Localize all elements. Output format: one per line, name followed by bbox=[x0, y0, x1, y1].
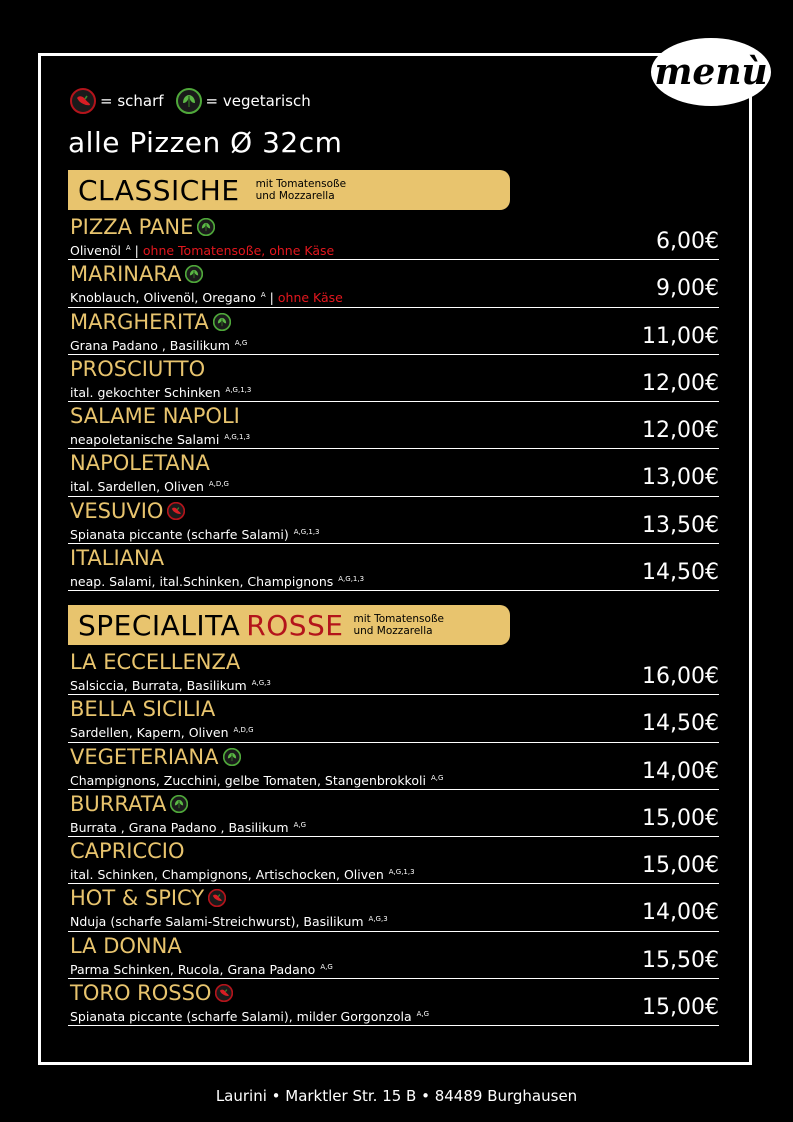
item-description-text: neap. Salami, ital.Schinken, Champignons bbox=[70, 574, 334, 590]
item-description bbox=[70, 525, 320, 542]
item-price: 15,50€ bbox=[642, 947, 719, 973]
section-items-classiche bbox=[68, 213, 719, 591]
menu-item bbox=[68, 979, 719, 1026]
item-price: 12,00€ bbox=[642, 370, 719, 396]
item-price: 6,00€ bbox=[656, 229, 719, 254]
item-price: 12,00€ bbox=[642, 418, 719, 444]
item-description-text: Parma Schinken, Rucola, Grana Padano bbox=[70, 961, 316, 977]
item-description bbox=[70, 676, 271, 693]
menu-item bbox=[68, 260, 719, 307]
item-description: Olivenöl $^A$ | ohne Tomatensoße, ohne Käse bbox=[70, 243, 335, 258]
chili-icon bbox=[167, 502, 185, 520]
item-description bbox=[70, 771, 443, 788]
allergen-codes: A,G,1,3 bbox=[338, 575, 365, 584]
item-price: 13,00€ bbox=[642, 465, 719, 491]
allergen-codes: A,G bbox=[416, 1010, 430, 1019]
item-name bbox=[70, 792, 188, 816]
item-price: 14,50€ bbox=[642, 711, 719, 737]
menu-item bbox=[68, 449, 719, 496]
allergen-codes: A,G bbox=[293, 820, 307, 829]
allergen-codes: A,G bbox=[430, 773, 444, 782]
item-description bbox=[70, 1007, 429, 1024]
allergen-codes: A,D,G bbox=[208, 480, 229, 489]
item-price: 13,50€ bbox=[642, 512, 719, 538]
menu-item bbox=[68, 308, 719, 355]
item-name bbox=[70, 215, 215, 239]
item-name-text: PIZZA PANE bbox=[70, 215, 194, 239]
menu-item bbox=[68, 932, 719, 979]
item-name bbox=[70, 546, 164, 570]
section-header-classiche bbox=[68, 170, 510, 210]
chili-icon bbox=[208, 889, 226, 907]
item-description bbox=[70, 960, 333, 977]
legend bbox=[70, 88, 323, 114]
menu-item bbox=[68, 837, 719, 884]
menu-item bbox=[68, 497, 719, 544]
menu-item bbox=[68, 355, 719, 402]
allergen-codes: A,D,G bbox=[233, 726, 254, 735]
item-name-text: VEGETERIANA bbox=[70, 744, 219, 769]
item-description-text: Spianata piccante (scharfe Salami), milder Gorgonzola bbox=[70, 1009, 412, 1025]
pizza-size-title: alle Pizzen Ø 32cm bbox=[68, 126, 343, 159]
menu-item bbox=[68, 213, 719, 260]
veg-icon bbox=[197, 218, 215, 236]
item-name-text: PROSCIUTTO bbox=[70, 356, 206, 381]
item-name bbox=[70, 981, 233, 1005]
item-name-text: MARINARA bbox=[70, 262, 182, 287]
item-description bbox=[70, 572, 364, 589]
menu-item bbox=[68, 884, 719, 931]
item-name-text: MARGHERITA bbox=[70, 309, 209, 334]
section-note: mit Tomatensoße und Mozzarella bbox=[255, 178, 347, 202]
legend-veg-label: = vegetarisch bbox=[205, 92, 311, 110]
allergen-codes: A,G bbox=[234, 338, 248, 347]
veg-icon bbox=[176, 88, 202, 114]
item-name bbox=[70, 262, 203, 286]
item-description-text: ital. Schinken, Champignons, Artischocken, Oliven bbox=[70, 867, 384, 883]
item-name-text: VESUVIO bbox=[70, 498, 164, 523]
veg-icon bbox=[213, 313, 231, 331]
item-description bbox=[70, 912, 388, 929]
item-name-text: NAPOLETANA bbox=[70, 451, 210, 476]
allergen-codes: A,G bbox=[320, 962, 333, 971]
item-description: Knoblauch, Olivenöl, Oregano $^A$ | ohne Käse bbox=[70, 290, 343, 306]
allergen-codes: A,G,1,3 bbox=[293, 527, 320, 536]
item-name-text: BURRATA bbox=[70, 791, 167, 816]
item-description bbox=[70, 430, 250, 447]
menu-item bbox=[68, 544, 719, 591]
menu-item bbox=[68, 695, 719, 742]
allergen-codes: A bbox=[125, 244, 131, 252]
legend-spicy-label: = scharf bbox=[100, 92, 164, 110]
item-name-text: LA DONNA bbox=[70, 933, 182, 958]
item-price: 15,00€ bbox=[642, 995, 719, 1021]
allergen-codes: A,G,1,3 bbox=[225, 385, 252, 394]
item-description-text: Spianata piccante (scharfe Salami) bbox=[70, 526, 289, 542]
menu-item bbox=[68, 743, 719, 790]
item-name bbox=[70, 839, 185, 863]
item-description-text: Sardellen, Kapern, Oliven bbox=[70, 725, 229, 741]
item-price: 9,00€ bbox=[656, 276, 719, 302]
item-price: 14,50€ bbox=[642, 560, 719, 586]
veg-icon bbox=[170, 795, 188, 813]
section-items-specialita-rosse bbox=[68, 648, 719, 1026]
chili-icon bbox=[215, 984, 233, 1002]
section-title: SPECIALITA ROSSE bbox=[78, 608, 344, 642]
allergen-codes: A,G,3 bbox=[251, 679, 271, 687]
item-description-text: Champignons, Zucchini, gelbe Tomaten, Stangenbrokkoli bbox=[70, 772, 426, 788]
item-description-text: Salsiccia, Burrata, Basilikum bbox=[70, 678, 247, 693]
item-name-text: LA ECCELLENZA bbox=[70, 650, 241, 674]
item-price: 16,00€ bbox=[642, 664, 719, 689]
menu-item bbox=[68, 648, 719, 695]
item-description-text: ital. Sardellen, Oliven bbox=[70, 479, 204, 495]
item-description-text: Burrata , Grana Padano , Basilikum bbox=[70, 819, 289, 835]
item-price: 14,00€ bbox=[642, 900, 719, 926]
item-description-text: Olivenöl bbox=[70, 243, 121, 258]
chili-icon bbox=[70, 88, 96, 114]
item-name bbox=[70, 451, 210, 475]
item-name bbox=[70, 650, 240, 674]
allergen-codes: A,G,1,3 bbox=[224, 433, 251, 442]
item-name-text: ITALIANA bbox=[70, 546, 165, 571]
item-note: ohne Tomatensoße, ohne Käse bbox=[142, 243, 335, 258]
item-name bbox=[70, 310, 231, 334]
item-name bbox=[70, 404, 240, 428]
item-note: ohne Käse bbox=[277, 290, 343, 306]
allergen-codes: A bbox=[260, 291, 266, 300]
item-description-text: Grana Padano , Basilikum bbox=[70, 337, 230, 353]
section-title: CLASSICHE bbox=[78, 173, 240, 207]
item-price: 14,00€ bbox=[642, 758, 719, 784]
item-name-text: TORO ROSSO bbox=[70, 981, 212, 1006]
item-description bbox=[70, 477, 229, 494]
item-name-text: SALAME NAPOLI bbox=[70, 404, 240, 429]
item-description bbox=[70, 865, 415, 882]
item-name bbox=[70, 499, 185, 523]
item-name bbox=[70, 697, 215, 721]
item-price: 11,00€ bbox=[642, 323, 719, 349]
item-description bbox=[70, 336, 247, 353]
allergen-codes: A,G,1,3 bbox=[388, 868, 415, 877]
item-description-text: ital. gekochter Schinken bbox=[70, 384, 221, 400]
veg-icon bbox=[185, 265, 203, 283]
item-price: 15,00€ bbox=[642, 805, 719, 831]
item-name bbox=[70, 886, 226, 910]
item-price: 15,00€ bbox=[642, 853, 719, 879]
section-note: mit Tomatensoße und Mozzarella bbox=[353, 613, 445, 637]
item-name-text: HOT & SPICY bbox=[70, 886, 205, 911]
veg-icon bbox=[223, 748, 241, 766]
item-description bbox=[70, 818, 306, 835]
item-name bbox=[70, 745, 241, 769]
footer-address: Laurini • Marktler Str. 15 B • 84489 Burghausen bbox=[215, 1087, 578, 1105]
item-description-text: Knoblauch, Olivenöl, Oregano bbox=[70, 290, 256, 306]
menu-item bbox=[68, 790, 719, 837]
item-description-text: neapoletanische Salami bbox=[70, 432, 220, 448]
item-name-text: CAPRICCIO bbox=[70, 839, 185, 864]
section-header-specialita-rosse bbox=[68, 605, 510, 645]
item-description bbox=[70, 723, 254, 740]
menu-badge: menù bbox=[651, 38, 771, 106]
item-description-text: Nduja (scharfe Salami-Streichwurst), Basilikum bbox=[70, 914, 364, 930]
item-name bbox=[70, 934, 182, 958]
item-name-text: BELLA SICILIA bbox=[70, 697, 216, 722]
item-description bbox=[70, 383, 251, 400]
item-name bbox=[70, 357, 205, 381]
allergen-codes: A,G,3 bbox=[368, 915, 388, 924]
menu-item bbox=[68, 402, 719, 449]
